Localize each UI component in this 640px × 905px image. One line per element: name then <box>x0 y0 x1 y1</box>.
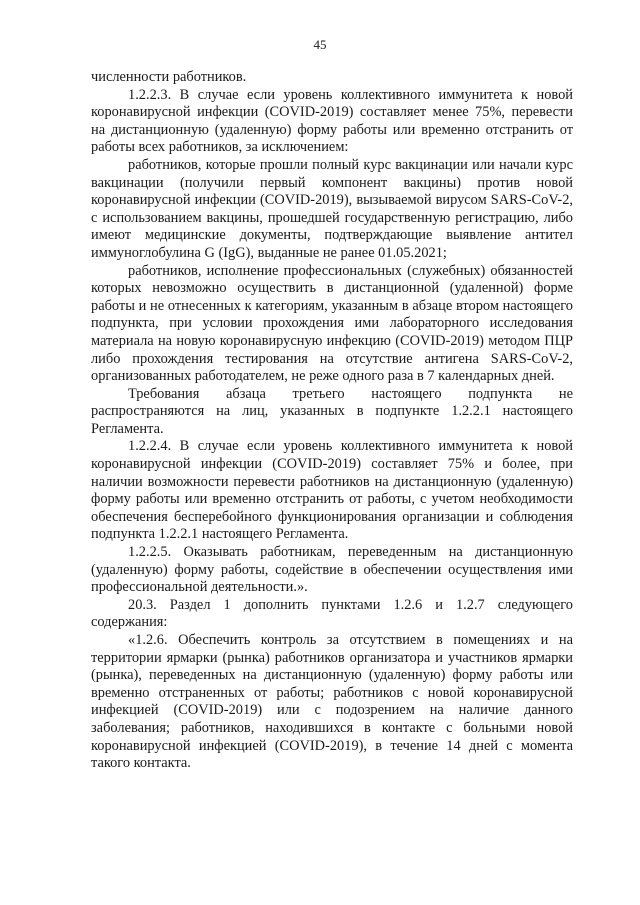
paragraph: 1.2.2.3. В случае если уровень коллективного иммунитета к новой коронавирусной инфекции (COVID-2019) составляет менее 75%, перевести на дистанционную (удаленную) форму работы или временно отстранить от работы всех работников, за исключением: <box>91 86 573 156</box>
page-number: 45 <box>313 37 327 52</box>
paragraph: 1.2.2.5. Оказывать работникам, переведенным на дистанционную (удаленную) форму работы, содействие в обеспечении осуществления ими профессиональной деятельности.». <box>91 544 573 596</box>
paragraph: 1.2.2.4. В случае если уровень коллективного иммунитета к новой коронавирусной инфекции (COVID-2019) составляет 75% и более, при наличии возможности перевести работников на дистанционную (удаленную) форму работы или временно отстранить от работы, с учетом необходимости обеспечения бесперебойного функционирования организации и соблюдения подпункта 1.2.2.1 настоящего Регламента. <box>91 438 573 543</box>
paragraph: 20.3. Раздел 1 дополнить пунктами 1.2.6 и 1.2.7 следующего содержания: <box>91 596 573 631</box>
paragraph: «1.2.6. Обеспечить контроль за отсутствием в помещениях и на территории ярмарки (рынка) работников организатора и участников ярмарки (рынка), переведенных на дистанционную (удаленную) форму работы или временно отстраненных от работы; работников с новой коронавирусной инфекцией (COVID-2019) или с подозрением на наличие данного заболевания; работников, находившихся в контакте с больными новой коронавирусной инфекцией (COVID-2019), в течение 14 дней с момента такого контакта. <box>91 632 573 772</box>
paragraph: работников, которые прошли полный курс вакцинации или начали курс вакцинации (получили первый компонент вакцины) против новой коронавирусной инфекции (COVID-2019), вызываемой вирусом SARS-CoV-2, с использованием вакцины, прошедшей государственную регистрацию, либо имеют медицинские документы, подтверждающие выявление антител иммуноглобулина G (IgG), выданные не ранее 01.05.2021; <box>91 156 573 261</box>
paragraph: работников, исполнение профессиональных (служебных) обязанностей которых невозможно осуществить в дистанционной (удаленной) форме работы и не отнесенных к категориям, указанным в абзаце втором настоящего подпункта, при условии прохождения ими лабораторного исследования материала на новую коронавирусную инфекцию (COVID-2019) методом ПЦР либо прохождения тестирования на отсутствие антигена SARS-CoV-2, организованных работодателем, не реже одного раза в 7 календарных дней. <box>91 262 573 385</box>
document-body <box>91 69 573 773</box>
paragraph: численности работников. <box>91 69 247 85</box>
paragraph: Требования абзаца третьего настоящего подпункта не распространяются на лиц, указанных в подпункте 1.2.2.1 настоящего Регламента. <box>91 385 573 437</box>
